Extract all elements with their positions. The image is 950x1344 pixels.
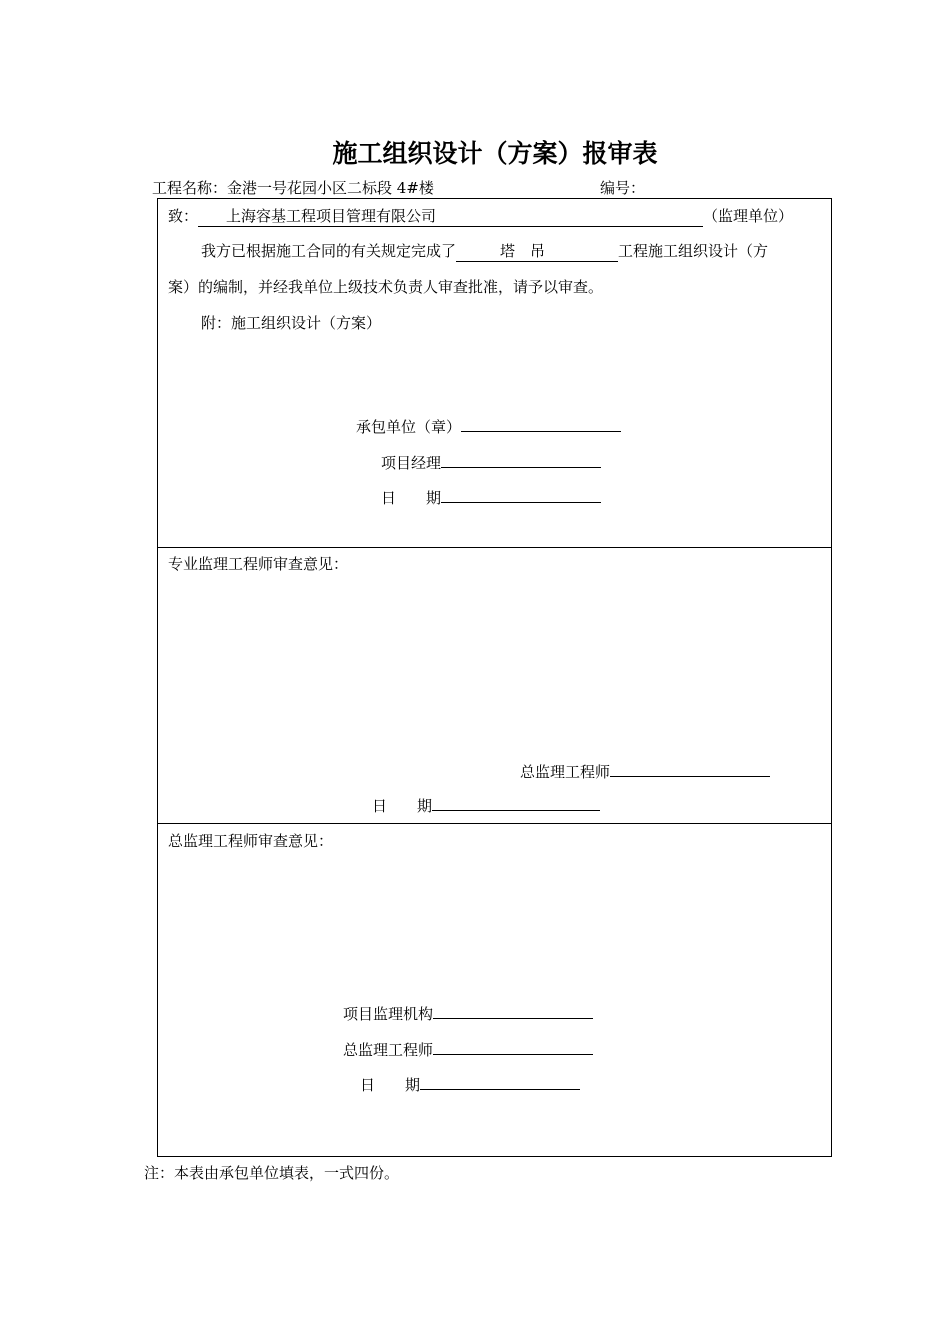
date-row-3: [360, 1073, 580, 1095]
body-line-2: 案）的编制，并经我单位上级技术负责人审查批准，请予以审查。: [168, 278, 604, 296]
body-line-1: 我方已根据施工合同的有关规定完成了 塔 吊 工程施工组织设计（方: [201, 242, 769, 260]
to-org: 上海容基工程项目管理有限公司: [226, 207, 437, 225]
to-suffix: （监理单位）: [703, 207, 794, 225]
date-row-2: [372, 794, 600, 816]
project-name-row: [152, 177, 434, 198]
body-item: 塔 吊: [500, 242, 546, 260]
chief-signature-line-2: [610, 760, 770, 777]
chief-label-2: 总监理工程师: [520, 763, 611, 781]
org-signature-line: [433, 1002, 593, 1019]
manager-signature-line: [441, 451, 601, 468]
to-row: [168, 205, 793, 227]
date-line-1: [441, 486, 601, 503]
date-label-3: 日 期: [360, 1076, 421, 1094]
manager-row: [381, 451, 601, 473]
date-line-3: [420, 1073, 580, 1090]
page-title: 施工组织设计（方案）报审表: [332, 139, 658, 168]
chief-row-3: [343, 1038, 593, 1060]
org-label: 项目监理机构: [343, 1005, 434, 1023]
number-label: 编号：: [600, 179, 646, 197]
date-row-1: [381, 486, 601, 508]
chief-row-2: [520, 760, 770, 782]
chief-signature-line-3: [433, 1038, 593, 1055]
contractor-label: 承包单位（章）: [356, 418, 462, 436]
to-label: 致：: [168, 207, 199, 225]
to-org-line: [198, 205, 703, 227]
chief-review-section: [157, 823, 832, 1157]
footnote: 注：本表由承包单位填表，一式四份。: [144, 1164, 400, 1182]
manager-label: 项目经理: [381, 454, 442, 472]
contractor-signature-line: [461, 415, 621, 432]
date-label-1: 日 期: [381, 489, 442, 507]
specialist-review-heading: 专业监理工程师审查意见：: [168, 555, 349, 573]
date-label-2: 日 期: [372, 797, 433, 815]
contractor-row: [356, 415, 621, 437]
date-line-2: [432, 794, 600, 811]
chief-review-heading: 总监理工程师审查意见：: [168, 832, 334, 850]
project-label: 工程名称：: [152, 179, 228, 197]
org-row: [343, 1002, 593, 1024]
body-item-line: [456, 240, 618, 262]
chief-label-3: 总监理工程师: [343, 1041, 434, 1059]
specialist-review-section: [157, 547, 832, 824]
project-name: 金港一号花园小区二标段 4#楼: [227, 179, 434, 197]
attachment-label: 附：施工组织设计（方案）: [201, 314, 382, 332]
